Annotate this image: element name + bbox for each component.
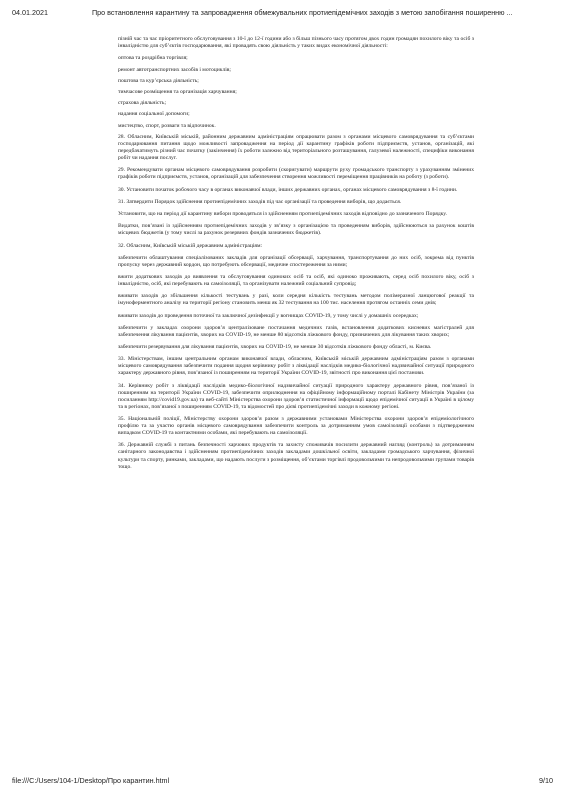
list-item: оптова та роздрібна торгівля; xyxy=(118,55,188,62)
list-item: поштова та кур’єрська діяльність; xyxy=(118,77,199,84)
paragraph: пізній час та час пріоритетного обслуговування з 10-ї до 12-ї години або з більш пізнього часу протягом двох годин громадян похилого віку та осіб з інвалідністю для суб’єктів господарювання, які провадять свою діяльність у таких видах економічної діяльності: xyxy=(118,36,474,50)
print-header xyxy=(12,8,553,20)
paragraph-30: 30. Установити початок робочого часу в органах виконавчої влади, інших державних органах, органах місцевого самоврядування з 8-ї години. xyxy=(118,186,458,193)
print-date: 04.01.2021 xyxy=(12,8,48,17)
paragraph-29: 29. Рекомендувати органам місцевого самоврядування розробити (скоригувати) маршрути руху громадського транспорту з урахуванням змінених графіків роботи підприємств, установ, організацій для забезпечення створення можливості переміщення працівників на роботу (з роботи). xyxy=(118,167,474,181)
paragraph-31: 31. Затвердити Порядок здійснення протиепідемічних заходів під час організації та проведення виборів, що додається. xyxy=(118,198,402,205)
paragraph-35: 35. Національній поліції, Міністерству охорони здоров’я разом з державними установами Міністерства охорони здоров’я епідеміологічного профілю та за участю органів місцевого самоврядування забезпечити контроль за дотриманням умов самоізоляції особами з підтвердженим випадком COVID-19 та контактними особами, які перебувають на самоізоляції. xyxy=(118,416,474,437)
list-item: забезпечити облаштування спеціалізованих закладів для організації обсервації, харчування, транспортування до них осіб, зокрема від пунктів пропуску через державний кордон, що потребують обсервації, медичне спостереження за ними; xyxy=(118,254,474,268)
paragraph: Установити, що на період дії карантину вибори проводяться із здійсненням протиепідемічних заходів відповідно до зазначеного Порядку. xyxy=(118,211,447,218)
list-item: вживати заходів до проведення поточної та заключної дезінфекції у вогнищах COVID-19, у тому числі у домашніх осередках; xyxy=(118,312,419,319)
page-number: 9/10 xyxy=(539,776,553,785)
paragraph-34: 34. Керівнику робіт з ліквідації наслідків медико-біологічної надзвичайної ситуації природного характеру державного рівня, пов’язаної із поширенням на території України COVID-19, забезпечити оприлюднення на офіційному інформаційному порталі Кабінету Міністрів України (за посиланням http://covid19.gov.ua) та веб-сайті Міністерства охорони здоров’я статистичної інформації щодо епідемічної ситуації в Україні в цілому та в регіонах, пов’язаної з поширенням COVID-19, та відомостей про дієві протиепідемічні заходи в кожному регіоні. xyxy=(118,382,474,410)
document-body xyxy=(118,36,474,760)
list-item: забезпечити у закладах охорони здоров’я централізоване постачання медичних газів, встановлення додаткових кисневих магістралей для забезпечення лікування пацієнтів, хворих на COVID-19, не менше 80 відсотків ліжкового фонду, призначених для лікування таких хворих; xyxy=(118,324,474,338)
list-item: мистецтво, спорт, розваги та відпочинок. xyxy=(118,122,216,129)
list-item: надання соціальної допомоги; xyxy=(118,111,190,118)
list-item: ремонт автотранспортних засобів і мотоциклів; xyxy=(118,66,231,73)
list-item: страхова діяльність; xyxy=(118,100,167,107)
list-item: тимчасове розміщення та організація харчування; xyxy=(118,88,237,95)
document-title: Про встановлення карантину та запровадження обмежувальних протиепідемічних заходів з метою запобігання поширенню ... xyxy=(92,8,513,17)
paragraph-36: 36. Державній службі з питань безпечності харчових продуктів та захисту споживачів посилити державний нагляд (контроль) за дотриманням санітарного законодавства і здійсненням протиепідемічних заходів закладами дошкільної освіти, закладами громадського харчування, фізичної культури та спорту, ринками, закладами, що надають послуги з розміщення, об’єктами торгівлі продовольчими та непродовольчими групами товарів тощо. xyxy=(118,442,474,470)
list-item: забезпечити резервування для лікування пацієнтів, хворих на COVID-19, не менше 30 відсотків ліжкового фонду області, м. Києва. xyxy=(118,344,432,351)
paragraph-32: 32. Обласним, Київській міській державним адміністраціям: xyxy=(118,242,263,249)
paragraph: Видатки, пов’язані із здійсненням протиепідемічних заходів у зв’язку з організацією та проведенням виборів, здійснюються за рахунок коштів місцевих бюджетів (у тому числі за рахунок резервних фондів зазначених бюджетів). xyxy=(118,223,474,237)
paragraph-33: 33. Міністерствам, іншим центральним органам виконавчої влади, обласним, Київській міській державним адміністраціям разом з органами місцевого самоврядування забезпечити подання щодня керівнику робіт з ліквідації наслідків медико-біологічної надзвичайної ситуації природного характеру державного рівня, пов’язаної із поширенням на території України COVID-19, звітності про виконання цієї постанови. xyxy=(118,356,474,377)
list-item: вживати заходів до збільшення кількості тестувань у разі, коли середня кількість тестувань методом полімеразної ланцюгової реакції та імуноферментного аналізу на території регіону становить менш як 32 тестування на 100 тис. населення протягом останніх семи днів; xyxy=(118,293,474,307)
list-item: вжити додаткових заходів до виявлення та обслуговування одиноких осіб та осіб, які одиноко проживають, серед осіб похилого віку, осіб з інвалідністю, осіб, які перебувають на самоізоляції, та організувати належний соціальний супровід; xyxy=(118,274,474,288)
file-path: file:///C:/Users/104-1/Desktop/Про карантин.html xyxy=(12,776,170,785)
print-footer xyxy=(12,776,553,788)
paragraph-28: 28. Обласним, Київській міській, районним державним адміністраціям опрацювати разом з органами місцевого самоврядування та суб’єктами господарювання питання щодо можливості запровадження на період дії карантину графіків роботи підприємств, установ, організацій, які передбачатимуть різний час початку (закінчення) їх роботи залежно від територіального розташування, галузевої належності, специфіки виконання робіт чи надання послуг. xyxy=(118,133,474,162)
